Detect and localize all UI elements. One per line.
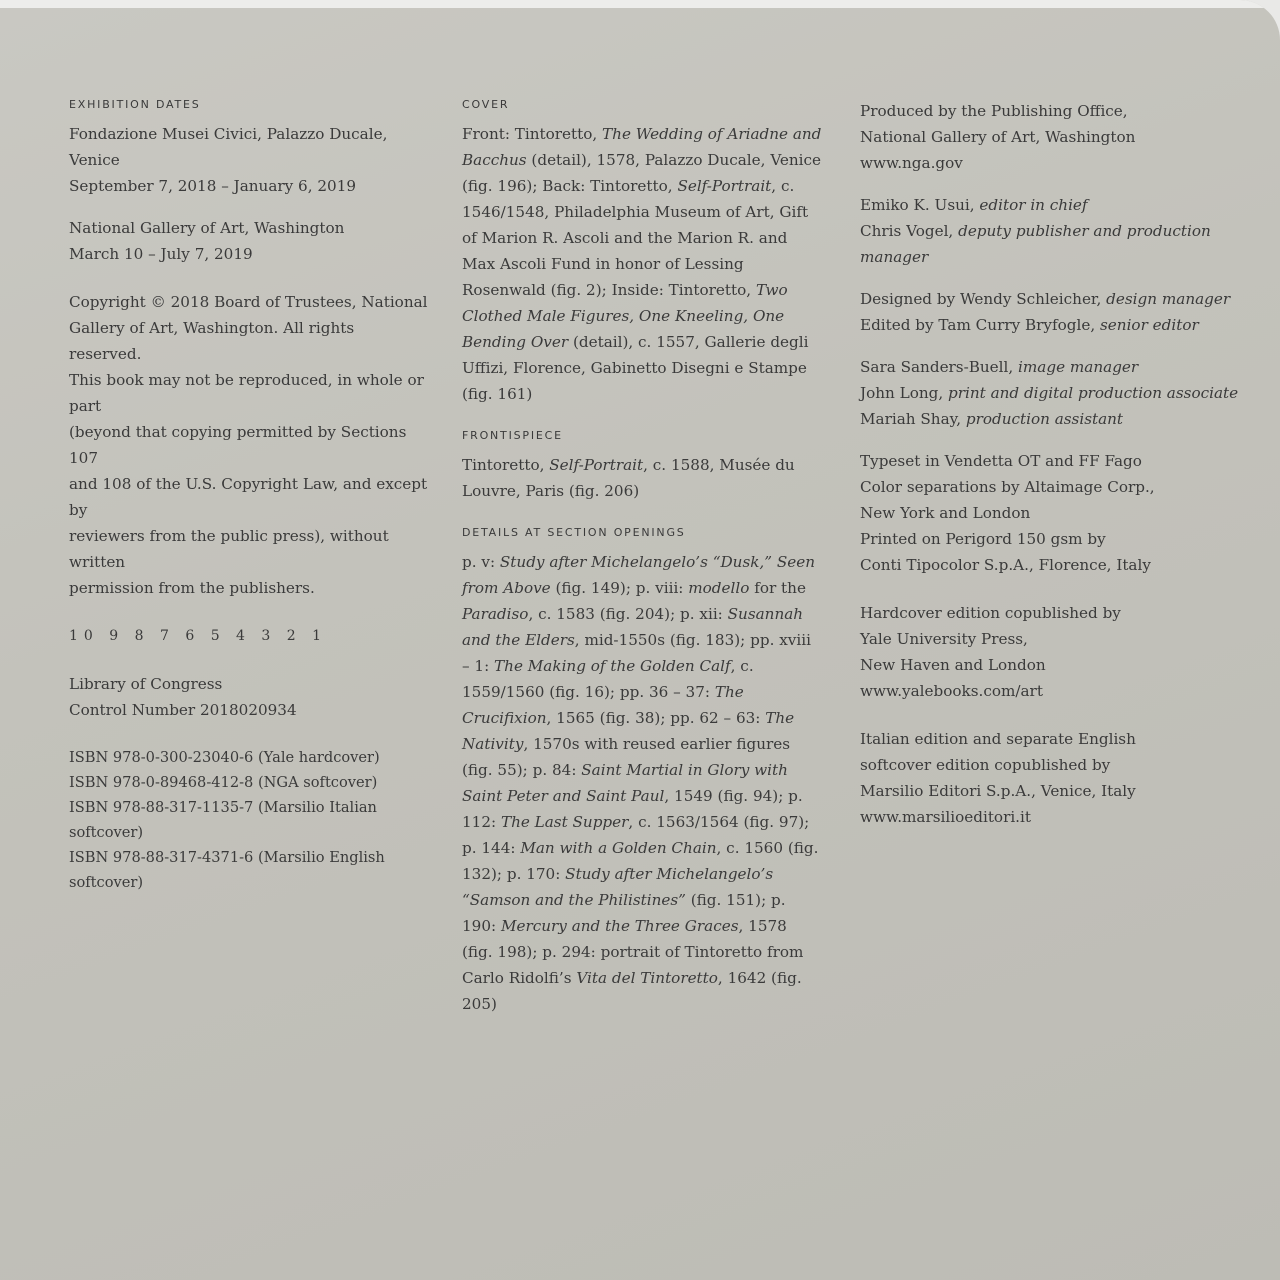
producer-line: Produced by the Publishing Office,	[860, 102, 1128, 120]
isbn-list	[69, 745, 429, 895]
details-credits: p. v: Study after Michelangelo’s “Dusk,” Seen from Above (fig. 149); p. viii: modello for the Paradiso, c. 1583 (fig. 204); p. xii: Susannah and the Elders, mid-1550s (fig. 183); pp. xviii – 1: The Making of the Golden Calf, c. 1559/1560 (fig. 16); pp. 36 – 37: The Crucifixion, 1565 (fig. 38); pp. 62 – 63: The Nativity, 1570s with reused earlier figures (fig. 55); p. 84: Saint Martial in Glory with Saint Peter and Saint Paul, 1549 (fig. 94); p. 112: The Last Supper, c. 1563/1564 (fig. 97); p. 144: Man with a Golden Chain, c. 1560 (fig. 132); p. 170: Study after Michelangelo’s “Samson and the Philistines” (fig. 151); p. 190: Mercury and the Three Graces, 1578 (fig. 198); p. 294: portrait of Tintoretto from Carlo Ridolfi’s Vita del Tintoretto, 1642 (fig. 205)	[462, 553, 819, 1013]
isbn-item: ISBN 978-88-317-4371-6 (Marsilio English softcover)	[69, 849, 385, 891]
isbn-item: ISBN 978-88-317-1135-7 (Marsilio Italian softcover)	[69, 799, 377, 841]
typeset-line: Color separations by Altaimage Corp.,	[860, 478, 1155, 496]
staff-credit: Emiko K. Usui, editor in chief	[860, 196, 1088, 214]
venue-2-name: National Gallery of Art, Washington	[69, 219, 345, 237]
hardcover-line: Yale University Press,	[860, 630, 1028, 648]
italian-website: www.marsilioeditori.it	[860, 808, 1031, 826]
typeset-line: Typeset in Vendetta OT and FF Fago	[860, 452, 1142, 470]
typeset-line: Printed on Perigord 150 gsm by	[860, 530, 1106, 548]
staff-credit: Sara Sanders-Buell, image manager	[860, 358, 1139, 376]
italian-line: Italian edition and separate English	[860, 730, 1136, 748]
column-middle	[462, 98, 822, 1017]
italian-line: softcover edition copublished by	[860, 756, 1111, 774]
staff-credit: Edited by Tam Curry Bryfogle, senior editor	[860, 316, 1199, 334]
isbn-item: ISBN 978-0-89468-412-8 (NGA softcover)	[69, 774, 378, 791]
copyright-line: (beyond that copying permitted by Sections 107	[69, 423, 407, 467]
producer-line: National Gallery of Art, Washington	[860, 128, 1136, 146]
italian-edition-info	[860, 726, 1240, 830]
frontispiece-label: FRONTISPIECE	[462, 429, 563, 442]
copyright-notice	[69, 289, 429, 601]
cover-label: COVER	[462, 98, 510, 111]
loc-label: Library of Congress	[69, 675, 223, 693]
staff-credit: Designed by Wendy Schleicher, design manager	[860, 290, 1231, 308]
hardcover-line: New Haven and London	[860, 656, 1046, 674]
venue-1-name: Fondazione Musei Civici, Palazzo Ducale, Venice	[69, 125, 388, 169]
typeset-line: New York and London	[860, 504, 1031, 522]
column-left	[69, 98, 429, 895]
details-label: DETAILS AT SECTION OPENINGS	[462, 526, 686, 539]
staff-credit: Chris Vogel, deputy publisher and production manager	[860, 222, 1211, 266]
printing-numbers: 10 9 8 7 6 5 4 3 2 1	[69, 628, 328, 644]
typeset-info	[860, 448, 1240, 578]
hardcover-website: www.yalebooks.com/art	[860, 682, 1043, 700]
venue-1-dates: September 7, 2018 – January 6, 2019	[69, 177, 357, 195]
copyright-line: permission from the publishers.	[69, 579, 315, 597]
cover-credits: Front: Tintoretto, The Wedding of Ariadne and Bacchus (detail), 1578, Palazzo Ducale, Venice (fig. 196); Back: Tintoretto, Self-Portrait, c. 1546/1548, Philadelphia Museum of Art, Gift of Marion R. Ascoli and the Marion R. and Max Ascoli Fund in honor of Lessing Rosenwald (fig. 2); Inside: Tintoretto, Two Clothed Male Figures, One Kneeling, One Bending Over (detail), c. 1557, Gallerie degli Uffizi, Florence, Gabinetto Disegni e Stampe (fig. 161)	[462, 125, 822, 403]
copyright-line: and 108 of the U.S. Copyright Law, and except by	[69, 475, 428, 519]
hardcover-line: Hardcover edition copublished by	[860, 604, 1121, 622]
column-right	[860, 98, 1240, 830]
isbn-item: ISBN 978-0-300-23040-6 (Yale hardcover)	[69, 749, 380, 766]
staff-credit: John Long, print and digital production associate	[860, 384, 1239, 402]
frontispiece-credit: Tintoretto, Self-Portrait, c. 1588, Musée du Louvre, Paris (fig. 206)	[462, 456, 795, 500]
staff-credit: Mariah Shay, production assistant	[860, 410, 1124, 428]
loc-control-number: Control Number 2018020934	[69, 701, 297, 719]
producer-website: www.nga.gov	[860, 154, 963, 172]
venue-2-dates: March 10 – July 7, 2019	[69, 245, 253, 263]
italian-line: Marsilio Editori S.p.A., Venice, Italy	[860, 782, 1136, 800]
typeset-line: Conti Tipocolor S.p.A., Florence, Italy	[860, 556, 1151, 574]
exhibition-dates-label: EXHIBITION DATES	[69, 98, 201, 111]
copyright-line: reviewers from the public press), without written	[69, 527, 389, 571]
copyright-line: This book may not be reproduced, in whole or part	[69, 371, 424, 415]
copyright-line: Gallery of Art, Washington. All rights reserved.	[69, 319, 355, 363]
hardcover-info	[860, 600, 1240, 704]
copyright-line: Copyright © 2018 Board of Trustees, National	[69, 293, 428, 311]
page-edge	[0, 0, 1280, 8]
